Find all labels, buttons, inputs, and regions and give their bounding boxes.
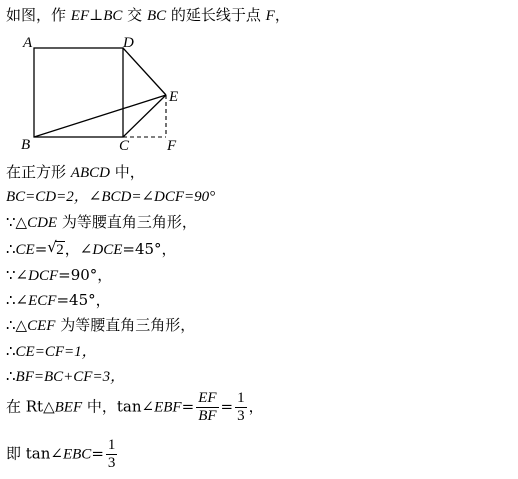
l8-text: CE=CF=1， [15,344,97,360]
l7-post: 为等腰直角三角形， [55,316,196,334]
l1-pre: 在正方形 [6,163,71,181]
l11-pre: 即 tan∠ [6,444,63,463]
fraction-ef-bf [196,390,218,425]
l5-dcf: DCF [28,268,59,284]
intro-f: F [265,8,275,24]
l3-post: 为等腰直角三角形， [57,213,197,231]
label-f: F [167,138,177,154]
sqrt-expression [47,240,65,259]
l5-pre: ∵∠ [6,266,29,284]
solution-line-4 [6,240,177,259]
fraction-one-third [235,390,247,425]
l3-pre: ∵△ [6,213,28,231]
l5-val: =90°， [58,266,113,284]
l6-ecf: ECF [28,293,57,309]
fraction-numerator: EF [198,390,217,406]
label-b: B [21,137,31,153]
solution-line-7 [6,316,195,335]
perp-symbol: ⊥ [89,6,104,24]
l10-mid: 中，tan∠ [82,397,155,416]
l10-eq: = [181,397,195,416]
solution-line-10 [6,390,264,425]
l3-tri: CDE [27,215,58,231]
segment-de [123,48,166,95]
fraction-denominator: 3 [107,455,116,471]
solution-line-11 [6,437,119,472]
l11-eq: = [91,444,104,463]
l9-pre: ∴ [6,367,16,385]
label-d: D [123,35,134,51]
l4-ce: CE [15,242,35,258]
intro-mid: 交 [122,6,147,24]
fraction-denominator: BF [198,408,217,424]
fraction-numerator: 1 [107,437,116,453]
intro-ef: EF [70,8,90,24]
fraction-final [106,437,118,472]
intro-bc: BC [103,8,123,24]
radical-sign: √ [47,238,57,256]
l4-dce: DCE [92,242,123,258]
l4-val: =45°， [122,240,177,258]
intro-bc-2: BC [146,8,167,24]
l1-abcd: ABCD [70,165,110,181]
l11-ebc: EBC [62,446,92,463]
l10-eq2: = [220,397,234,416]
l10-bef: BEF [54,399,83,416]
solution-line-3 [6,213,197,232]
intro-comma: ， [274,6,290,24]
label-a: A [23,35,33,51]
l2-text: BC=CD=2，∠BCD=∠DCF=90° [6,189,216,205]
solution-line-8 [6,342,97,361]
l1-post: 中， [109,163,145,181]
label-c: C [119,138,130,154]
l7-pre: ∴△ [6,316,28,334]
fraction-denominator: 3 [237,408,245,424]
l4-pre: ∴ [6,240,16,258]
l6-pre: ∴∠ [6,291,29,309]
solution-line-9 [6,367,125,386]
solution-line-6 [6,291,111,310]
solution-line-5 [6,266,112,285]
l8-pre: ∴ [6,342,16,360]
l10-ebf: EBF [154,399,182,416]
segment-be [34,95,166,137]
radicand: 2 [56,242,64,258]
l7-cef: CEF [27,318,56,334]
solution-line-1 [6,163,145,182]
fraction-numerator: 1 [237,390,245,406]
label-e: E [169,89,179,105]
l4-post: ，∠ [64,240,93,258]
l4-eq: = [34,240,48,258]
solution-line-2 [6,188,215,206]
intro-tail: 的延长线于点 [166,6,266,24]
l9-text: BF=BC+CF=3， [15,369,126,385]
l10-pre: 在 Rt△ [6,397,55,416]
l10-post: ， [248,397,264,416]
intro-text: 如图，作 [6,6,71,24]
l6-val: =45°， [56,291,111,309]
square-abcd [34,48,123,137]
